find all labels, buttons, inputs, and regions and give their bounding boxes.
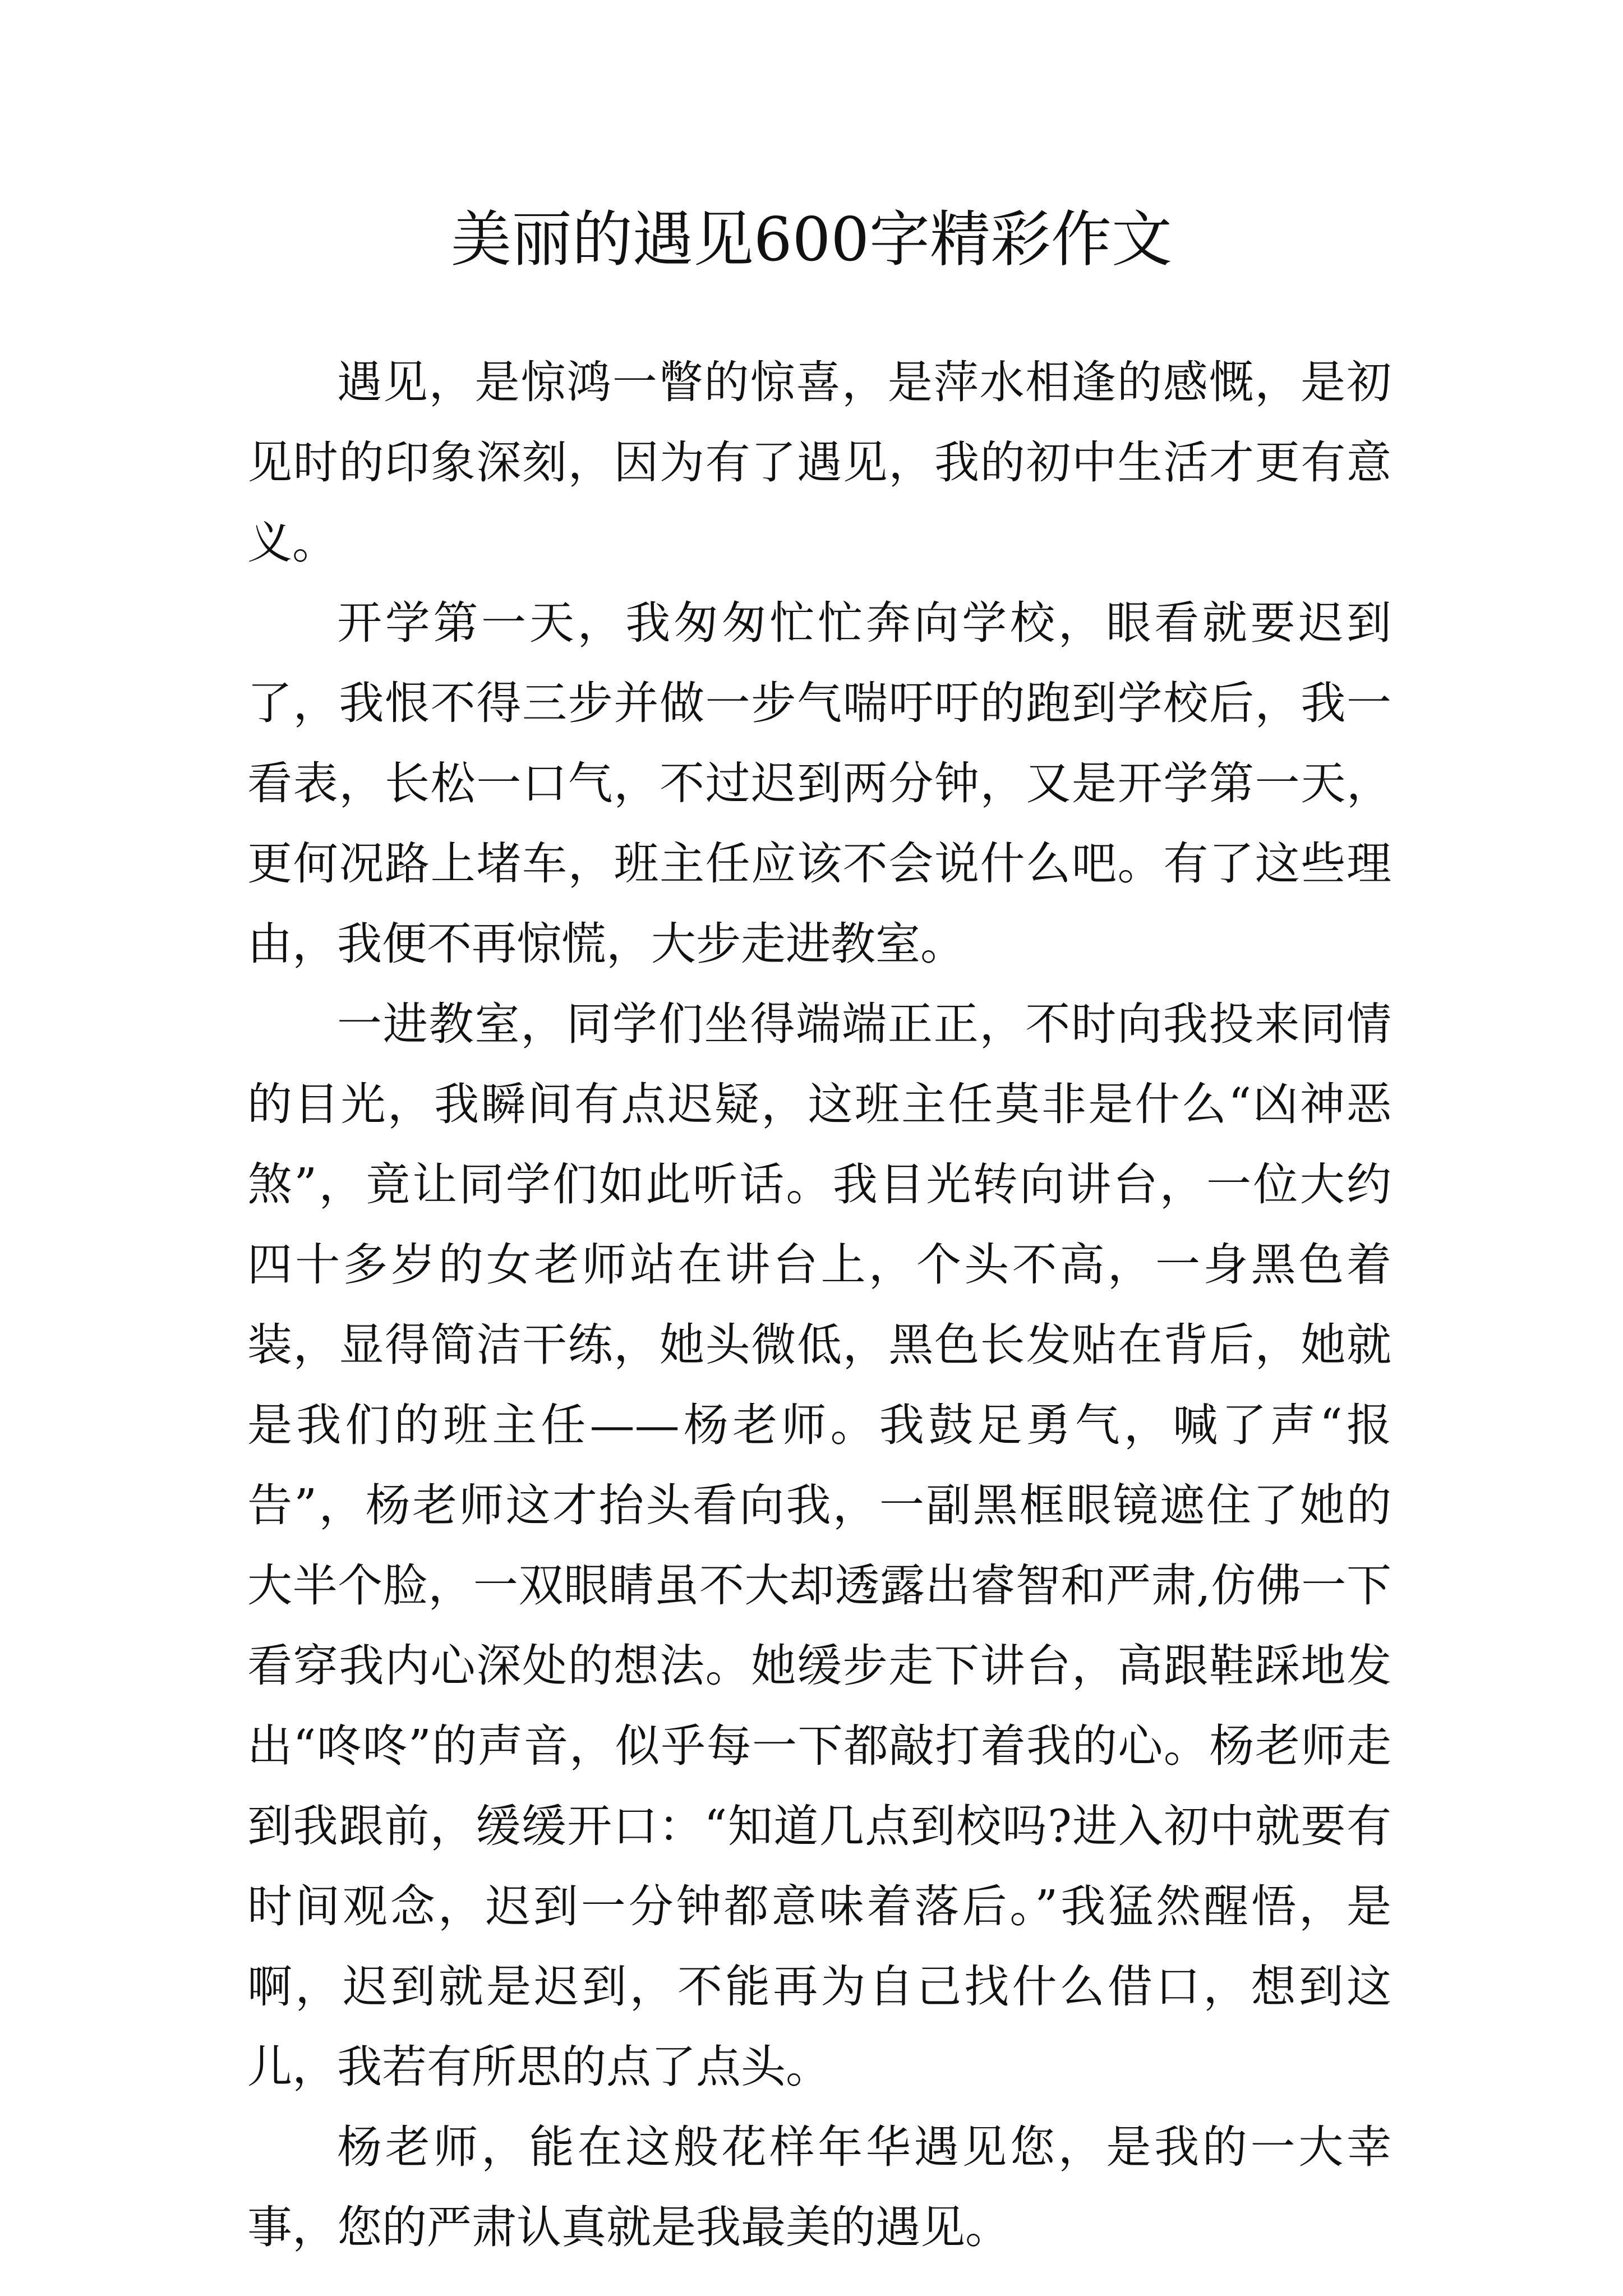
document-title: 美丽的遇见600字精彩作文 [450, 205, 1173, 275]
paragraph-2: 开学第一天，我匆匆忙忙奔向学校，眼看就要迟到了，我恨不得三步并做一步气喘吁吁的跑到学校后，我一看表，长松一口气，不过迟到两分钟，又是开学第一天，更何况路上堵车，班主任应该不会说什么吧。有了这些理由，我便不再惊慌，大步走进教室。 [247, 597, 1391, 970]
document-body [247, 342, 1391, 2267]
paragraph-1: 遇见，是惊鸿一瞥的惊喜，是萍水相逢的感慨，是初见时的印象深刻，因为有了遇见，我的初中生活才更有意义。 [247, 356, 1391, 569]
paragraph-3: 一进教室，同学们坐得端端正正，不时向我投来同情的目光，我瞬间有点迟疑，这班主任莫非是什么“凶神恶煞”，竟让同学们如此听话。我目光转向讲台，一位大约四十多岁的女老师站在讲台上，个头不高，一身黑色着装，显得简洁干练，她头微低，黑色长发贴在背后，她就是我们的班主任——杨老师。我鼓足勇气，喊了声“报告”，杨老师这才抬头看向我，一副黑框眼镜遮住了她的大半个脸，一双眼睛虽不大却透露出睿智和严肃,仿佛一下看穿我内心深处的想法。她缓步走下讲台，高跟鞋踩地发出“咚咚”的声音，似乎每一下都敲打着我的心。杨老师走到我跟前，缓缓开口：“知道几点到校吗?进入初中就要有时间观念，迟到一分钟都意味着落后。”我猛然醒悟，是啊，迟到就是迟到，不能再为自己找什么借口，想到这儿，我若有所思的点了点头。 [247, 998, 1391, 2093]
paragraph-4: 杨老师，能在这般花样年华遇见您，是我的一大幸事，您的严肃认真就是我最美的遇见。 [247, 2121, 1391, 2253]
